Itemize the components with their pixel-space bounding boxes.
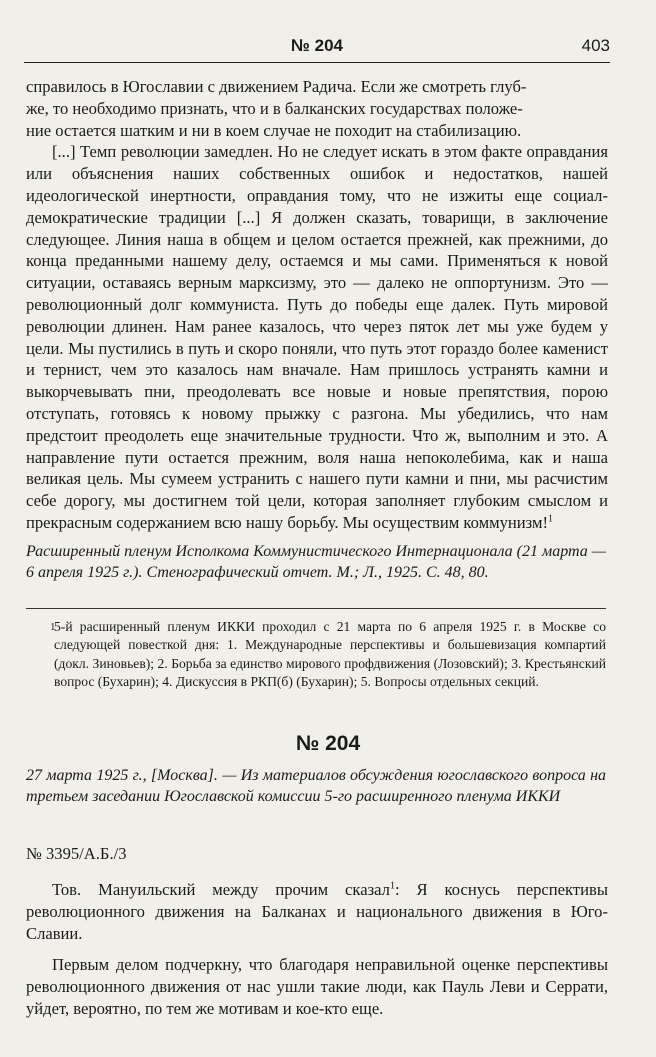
document-heading: 27 марта 1925 г., [Москва]. — Из материалов обсуждения югославского вопроса на третьем заседании Югославской комиссии 5-го расширенного пленума ИККИ bbox=[26, 767, 606, 805]
document-body bbox=[26, 879, 608, 1030]
footnote-number: 1 bbox=[50, 621, 56, 633]
page-number: 403 bbox=[581, 36, 610, 55]
footnote bbox=[26, 618, 606, 691]
paragraph-text: : Я коснусь перспективы революционного движения на Балканах и национального движения в Юго-Славии. bbox=[26, 880, 608, 943]
paragraph-text: Тов. Мануильский между прочим сказал bbox=[52, 880, 390, 899]
main-text bbox=[26, 76, 608, 534]
text-line: же, то необходимо признать, что и в балканских государствах положе- bbox=[26, 98, 523, 118]
footnote-reference: 1 bbox=[389, 880, 395, 892]
running-header bbox=[24, 34, 610, 63]
text-line: ние остается шатким и ни в коем случае не походит на стабилизацию. bbox=[26, 120, 522, 140]
footnote-reference: 1 bbox=[548, 513, 554, 525]
text-line: справилось в Югославии с движением Радича. Если же смотреть глуб- bbox=[26, 77, 527, 96]
footnote-text: 5-й расширенный пленум ИККИ проходил с 21 марта по 6 апреля 1925 г. в Москве со следующей повесткой дня: 1. Международные перспективы и большевизация компартий (докл. Зиновьев); 2. Борьба за единство мирового профдвижения (Лозовский); 3. Крестьянский вопрос (Бухарин); 4. Дискуссия в РКП(б) (Бухарин); 5. Вопросы отдельных секций. bbox=[54, 619, 606, 689]
paragraph bbox=[26, 141, 608, 533]
header-document-number: № 204 bbox=[290, 36, 344, 55]
source-citation: Расширенный пленум Исполкома Коммунистического Интернационала (21 марта — 6 апреля 1925 г.). Стенографический отчет. М.; Л., 1925. С. 48, 80. bbox=[26, 543, 606, 581]
archive-reference: № 3395/А.Б./3 bbox=[26, 844, 127, 863]
document-title: № 204 bbox=[295, 732, 361, 755]
paragraph bbox=[26, 879, 608, 944]
paragraph: Первым делом подчеркну, что благодаря неправильной оценке перспективы революционного движения от нас ушли такие люди, как Пауль Леви и Серрати, уйдет, вероятно, по тем же мотивам и кое-кто еще. bbox=[26, 955, 608, 1018]
footnote-divider bbox=[26, 608, 606, 609]
paragraph-text: [...] Темп революции замедлен. Но не следует искать в этом факте оправдания или объяснения наших собственных ошибок и недостатков, нашей идеологической инертности, оправдания тому, что не изжиты еще социал-демократические традиции [...] Я должен сказать, товарищи, в заключение следующее. Линия наша в общем и целом остается прежней, как прежними, до конца преданными нашему делу, остаемся и мы сами. Применяться к новой ситуации, оставаясь верным марксизму, это — далеко не оппортунизм. Это — революционный долг коммуниста. Путь до победы еще далек. Путь мировой революции длинен. Нам ранее казалось, что через пяток лет мы уже будем у цели. Мы пустились в путь и скоро поняли, что путь этот гораздо более каменист и тернист, чем это казалось нам вначале. Нам пришлось устранять камни и выкорчевывать пни, преодолевать все новые и новые препятствия, порою отступать, готовясь к новому прыжку с разгона. Мы убедились, что нам предстоит преодолеть еще значительные трудности. Что ж, выполним и это. А направление пути остается прежним, воля наша непоколебима, как и наша великая цель. Мы сумеем устранить с нашего пути камни и пни, мы расчистим себе дорогу, мы достигнем той цели, которая заполняет глубоким смыслом и прекрасным содержанием всю нашу борьбу. Мы осуществим коммунизм! bbox=[26, 142, 608, 532]
